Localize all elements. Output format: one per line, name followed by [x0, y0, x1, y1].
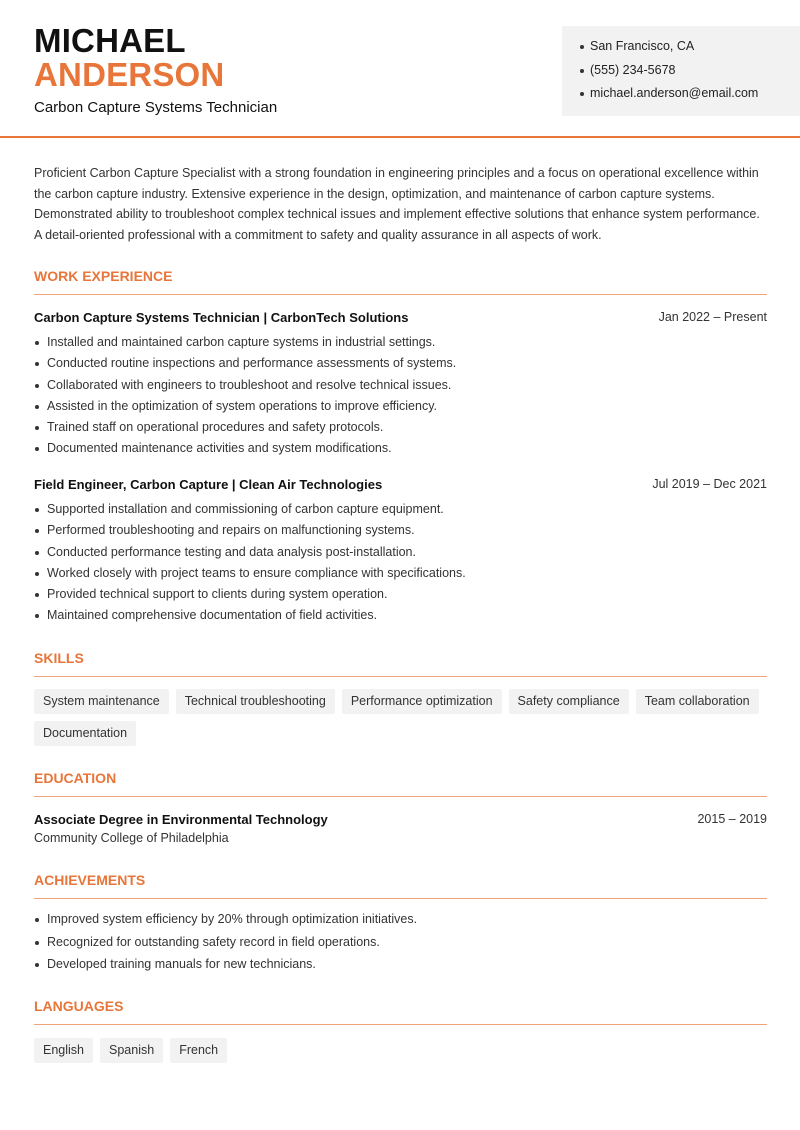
education-date: 2015 – 2019 [697, 812, 767, 826]
skill-chip: Technical troubleshooting [176, 689, 335, 714]
school-name: Community College of Philadelphia [34, 831, 229, 845]
contact-email: michael.anderson@email.com [580, 85, 800, 109]
skill-chip: System maintenance [34, 689, 169, 714]
skill-chip: Documentation [34, 721, 136, 746]
list-item: Worked closely with project teams to ensure compliance with specifications. [34, 565, 767, 586]
list-item: Maintained comprehensive documentation of field activities. [34, 607, 767, 628]
job-header [34, 477, 767, 492]
list-item: Developed training manuals for new technicians. [34, 956, 767, 979]
resume-header [0, 0, 800, 138]
skill-chip: Safety compliance [509, 689, 629, 714]
list-item: Conducted routine inspections and performance assessments of systems. [34, 355, 767, 376]
job-role: Carbon Capture Systems Technician [34, 99, 278, 116]
summary-section [34, 163, 767, 245]
achievement-list [34, 911, 767, 979]
section-title-languages: LANGUAGES [34, 998, 767, 1025]
job-bullets [34, 334, 767, 462]
contact-location: San Francisco, CA [580, 38, 800, 62]
last-name: ANDERSON [34, 56, 225, 93]
job-bullets [34, 501, 767, 629]
job-header [34, 310, 767, 325]
degree-title: Associate Degree in Environmental Technology [34, 812, 328, 827]
language-chip: Spanish [100, 1038, 163, 1063]
contact-phone: (555) 234-5678 [580, 62, 800, 86]
list-item: Supported installation and commissioning of carbon capture equipment. [34, 501, 767, 522]
skills-list [34, 689, 774, 753]
section-title-work: WORK EXPERIENCE [34, 268, 767, 295]
list-item: Documented maintenance activities and system modifications. [34, 440, 767, 461]
candidate-name [34, 24, 224, 92]
job-date: Jan 2022 – Present [658, 310, 767, 324]
education-header [34, 812, 767, 827]
list-item: Improved system efficiency by 20% through optimization initiatives. [34, 911, 767, 934]
list-item: Performed troubleshooting and repairs on malfunctioning systems. [34, 522, 767, 543]
list-item: Provided technical support to clients during system operation. [34, 586, 767, 607]
job-title: Field Engineer, Carbon Capture | Clean Air Technologies [34, 477, 383, 492]
skill-chip: Performance optimization [342, 689, 502, 714]
list-item: Conducted performance testing and data analysis post-installation. [34, 544, 767, 565]
section-title-skills: SKILLS [34, 650, 767, 677]
first-name: MICHAEL [34, 22, 186, 59]
language-chip: English [34, 1038, 93, 1063]
contact-box [562, 26, 800, 116]
list-item: Installed and maintained carbon capture systems in industrial settings. [34, 334, 767, 355]
job-title: Carbon Capture Systems Technician | CarbonTech Solutions [34, 310, 409, 325]
skill-chip: Team collaboration [636, 689, 759, 714]
language-chip: French [170, 1038, 227, 1063]
section-title-achievements: ACHIEVEMENTS [34, 872, 767, 899]
section-title-education: EDUCATION [34, 770, 767, 797]
list-item: Recognized for outstanding safety record in field operations. [34, 934, 767, 957]
list-item: Trained staff on operational procedures and safety protocols. [34, 419, 767, 440]
languages-list [34, 1038, 774, 1070]
list-item: Collaborated with engineers to troubleshoot and resolve technical issues. [34, 377, 767, 398]
list-item: Assisted in the optimization of system operations to improve efficiency. [34, 398, 767, 419]
summary-text: Proficient Carbon Capture Specialist with a strong foundation in engineering principles and a focus on operational excellence within the carbon capture industry. Extensive experience in the design, optimization, and maintenance of carbon capture systems. Demonstrated ability to troubleshoot complex technical issues and implement effective solutions that enhance system performance. A detail-oriented professional with a commitment to safety and quality assurance in all aspects of work. [34, 166, 760, 242]
job-date: Jul 2019 – Dec 2021 [652, 477, 767, 491]
